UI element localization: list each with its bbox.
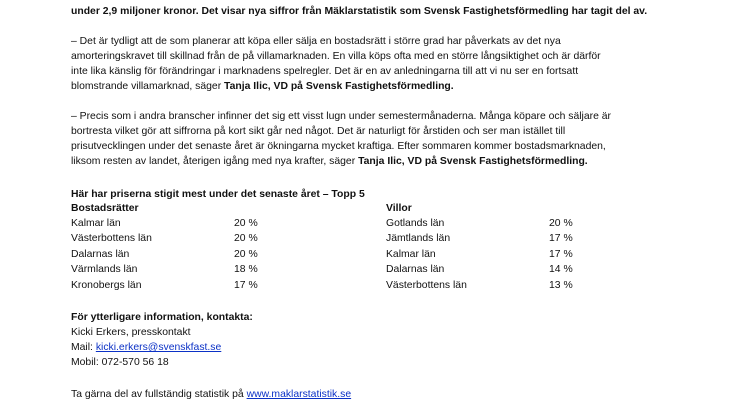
contact-heading: För ytterligare information, kontakta:: [71, 312, 253, 323]
quote1-line4: [71, 80, 454, 93]
quote2-speaker: Tanja Ilic, VD på Svensk Fastighetsförmedling.: [358, 156, 588, 167]
villor-name-1: Gotlands län: [386, 218, 445, 229]
bostadsratter-name-4: Värmlands län: [71, 264, 138, 275]
bostadsratter-name-5: Kronobergs län: [71, 280, 142, 291]
quote2-line1: – Precis som i andra branscher infinner det sig ett visst lugn under semestermånaderna. Många köpare och säljare är: [71, 111, 612, 122]
villor-value-2: 17 %: [549, 233, 573, 244]
bostadsratter-name-1: Kalmar län: [71, 218, 121, 229]
footer-line: [71, 388, 351, 401]
contact-mail-label: Mail:: [71, 342, 96, 353]
villor-name-5: Västerbottens län: [386, 280, 467, 291]
villor-value-4: 14 %: [549, 264, 573, 275]
contact-mail-link[interactable]: kicki.erkers@svenskfast.se: [95, 342, 222, 353]
bostadsratter-value-2: 20 %: [234, 233, 258, 244]
intro-line: under 2,9 miljoner kronor. Det visar nya siffror från Mäklarstatistik som Svensk Fastighetsförmedling har tagit del av.: [71, 6, 648, 17]
villor-name-2: Jämtlands län: [386, 233, 451, 244]
bostadsratter-name-2: Västerbottens län: [71, 233, 152, 244]
footer-text: Ta gärna del av fullständig statistik på: [71, 389, 247, 400]
villor-heading: Villor: [386, 203, 412, 214]
quote1-line4-text: blomstrande villamarknad, säger: [71, 81, 225, 92]
quote2-line2: bortresta vilket gör att siffrorna på kort sikt går ned något. Det är naturligt för årstiden och ser man istället till: [71, 126, 566, 137]
contact-mobile: Mobil: 072-570 56 18: [71, 357, 169, 368]
bostadsratter-value-1: 20 %: [234, 218, 258, 229]
bostadsratter-heading: Bostadsrätter: [71, 203, 139, 214]
villor-value-5: 13 %: [549, 280, 573, 291]
quote1-line1: – Det är tydligt att de som planerar att köpa eller sälja en bostadsrätt i större grad har påverkats av det nya: [71, 36, 561, 47]
quote1-line2: amorteringskravet till skillnad från de på villamarknaden. En villa köps ofta med en större långsiktighet och är därför: [71, 51, 601, 62]
quote2-line4: [71, 155, 588, 168]
quote1-line3: inte lika känslig för förändringar i marknadens spelregler. Det är en av anledningarna till att vi nu ser en fortsatt: [71, 66, 579, 77]
bostadsratter-value-3: 20 %: [234, 249, 258, 260]
quote1-speaker: Tanja Ilic, VD på Svensk Fastighetsförmedling.: [224, 81, 454, 92]
bostadsratter-name-3: Dalarnas län: [71, 249, 130, 260]
quote2-line3: prisutvecklingen under det senaste året är ökningarna mycket kraftiga. Efter sommaren kommer bostadsmarknaden,: [71, 141, 606, 152]
villor-name-3: Kalmar län: [386, 249, 436, 260]
bostadsratter-value-4: 18 %: [234, 264, 258, 275]
villor-name-4: Dalarnas län: [386, 264, 445, 275]
villor-value-1: 20 %: [549, 218, 573, 229]
bostadsratter-value-5: 17 %: [234, 280, 258, 291]
quote2-line4-text: liksom resten av landet, återigen igång med nya krafter, säger: [71, 156, 359, 167]
statistics-link[interactable]: www.maklarstatistik.se: [246, 389, 352, 400]
contact-mail-line: [71, 341, 221, 354]
top5-heading: Här har priserna stigit mest under det senaste året – Topp 5: [71, 189, 365, 200]
villor-value-3: 17 %: [549, 249, 573, 260]
contact-name: Kicki Erkers, presskontakt: [71, 327, 191, 338]
